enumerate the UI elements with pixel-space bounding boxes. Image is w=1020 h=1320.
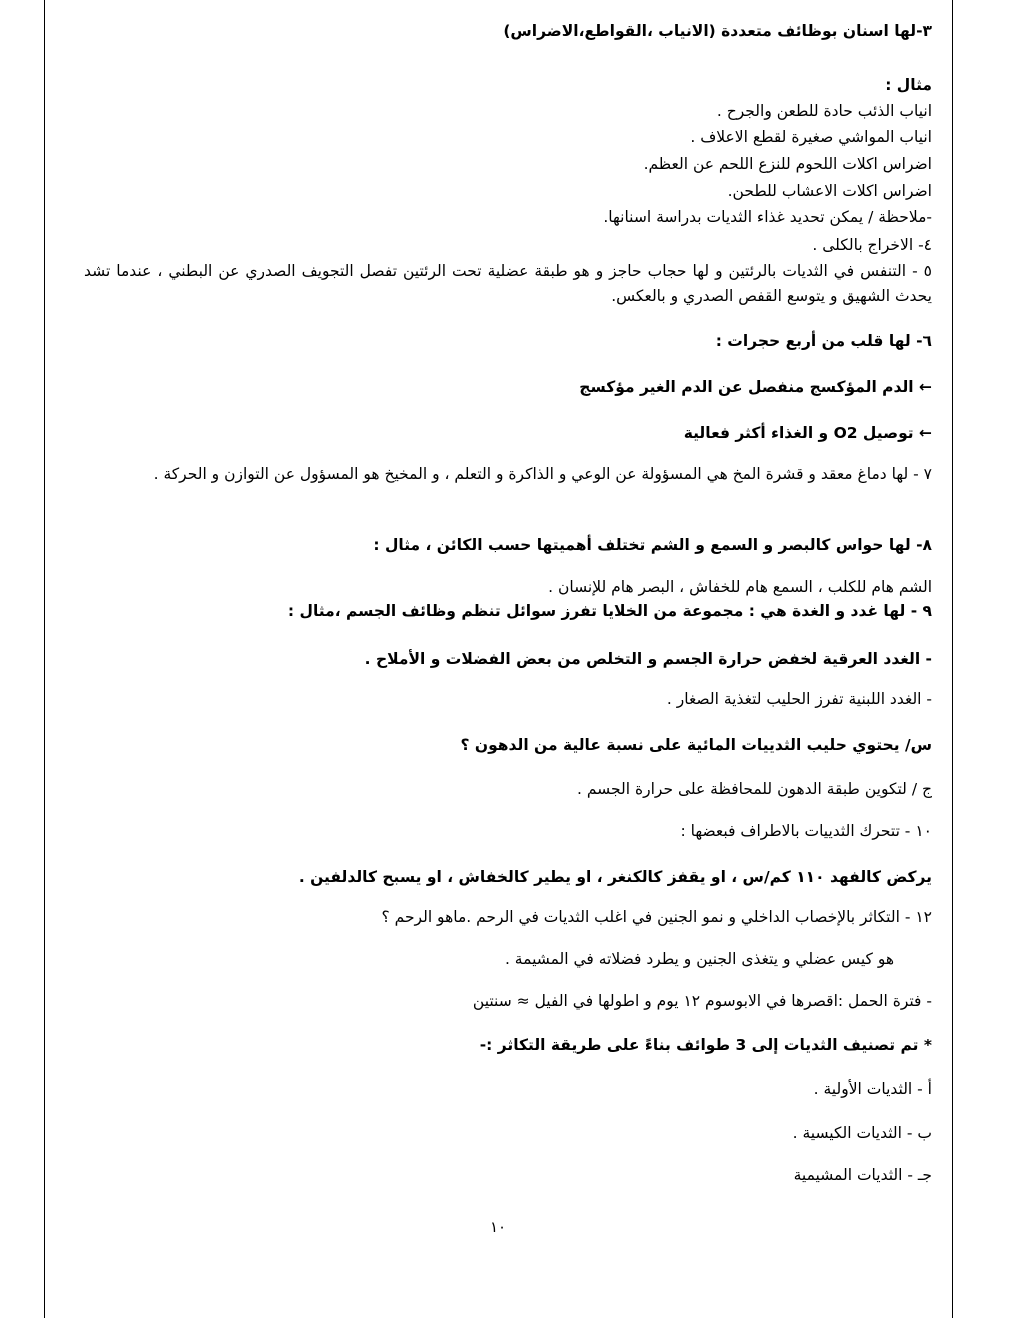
- text-line-gestation: - فترة الحمل :اقصرها في الابوسوم ١٢ يوم و اطولها في الفيل ≈ سنتين: [472, 992, 932, 1010]
- text-line-placentals: جـ - الثديات المشيمية: [793, 1166, 932, 1184]
- text-line-heart: ٦- لها قلب من أربع حجرات :: [715, 332, 932, 350]
- text-line-answer: ج / لتكوين طبقة الدهون للمحافظة على حرارة الجسم .: [577, 780, 932, 798]
- text-line-carnivore-molars: اضراس اكلات اللحوم للنزع اللحم عن العظم.: [643, 155, 932, 173]
- text-line-example-label: مثال :: [885, 76, 932, 94]
- text-line-note: -ملاحظة / يمكن تحديد غذاء الثديات بدراسة اسنانها.: [603, 208, 932, 226]
- text-line-teeth-functions: ٣-لها اسنان بوظائف متعددة (الانياب ،القواطع،الاضراس): [503, 22, 932, 40]
- page-number: ١٠: [490, 1218, 507, 1236]
- text-line-sweat-glands: - الغدد العرقية لخفض حرارة الجسم و التخلص من بعض الفضلات و الأملاح .: [364, 650, 932, 668]
- text-line-monotremes: أ - الثديات الأولية .: [813, 1080, 932, 1098]
- text-line-classification: * تم تصنيف الثديات إلى 3 طوائف بناءً على طريقة التكاثر :-: [479, 1036, 932, 1054]
- text-line-question: س/ يحتوي حليب الثدييات المائية على نسبة عالية من الدهون ؟: [460, 736, 932, 754]
- text-line-locomotion: ١٠ - تتحرك الثدييات بالاطراف فبعضها :: [680, 822, 932, 840]
- text-line-oxygen-delivery: ← توصيل O2 و الغذاء أكثر فعالية: [683, 424, 932, 442]
- text-line-excretion: ٤- الاخراج بالكلى .: [812, 236, 932, 254]
- text-line-milk-glands: - الغدد اللبنية تفرز الحليب لتغذية الصغار .: [666, 690, 932, 708]
- text-paragraph-respiration: ٥ - التنفس في الثديات بالرئتين و لها حجاب حاجز و هو طبقة عضلية تحت الرئتين تفصل التجويف الصدري عن البطني ، عندما تشد يحدث الشهيق و يتوسع القفص الصدري و بالعكس.: [84, 262, 932, 305]
- text-paragraph-brain: ٧ - لها دماغ معقد و قشرة المخ هي المسؤولة عن الوعي و الذاكرة و التعلم ، و المخيخ هو المسؤول عن التوازن و الحركة .: [153, 465, 932, 483]
- text-line-senses-example: الشم هام للكلب ، السمع هام للخفاش ، البصر هام للإنسان .: [548, 578, 932, 596]
- text-line-uterus-definition: هو كيس عضلي و يتغذى الجنين و يطرد فضلاته في المشيمة .: [504, 950, 894, 968]
- text-line-reproduction: ١٢ - التكاثر بالإخصاب الداخلي و نمو الجنين في اغلب الثديات في الرحم .ماهو الرحم ؟: [381, 908, 932, 926]
- text-line-herbivore-molars: اضراس اكلات الاعشاب للطحن.: [727, 182, 932, 200]
- text-line-wolf-canines: انياب الذئب حادة للطعن والجرح .: [716, 102, 932, 120]
- text-line-glands: ٩ - لها غدد و الغدة هي : مجموعة من الخلايا تفرز سوائل تنظم وظائف الجسم ،مثال :: [287, 602, 932, 620]
- text-line-locomotion-examples: يركض كالفهد ١١٠ كم/س ، او يقفز كالكنغر ، او يطير كالخفاش ، او يسبح كالدلفين .: [298, 868, 932, 886]
- text-line-senses: ٨- لها حواس كالبصر و السمع و الشم تختلف أهميتها حسب الكائن ، مثال :: [373, 536, 932, 554]
- text-line-blood-separation: ← الدم المؤكسج منفصل عن الدم الغير مؤكسج: [579, 378, 932, 396]
- text-line-livestock-canines: انياب المواشي صغيرة لقطع الاعلاف .: [690, 128, 932, 146]
- text-line-marsupials: ب - الثديات الكيسية .: [792, 1124, 932, 1142]
